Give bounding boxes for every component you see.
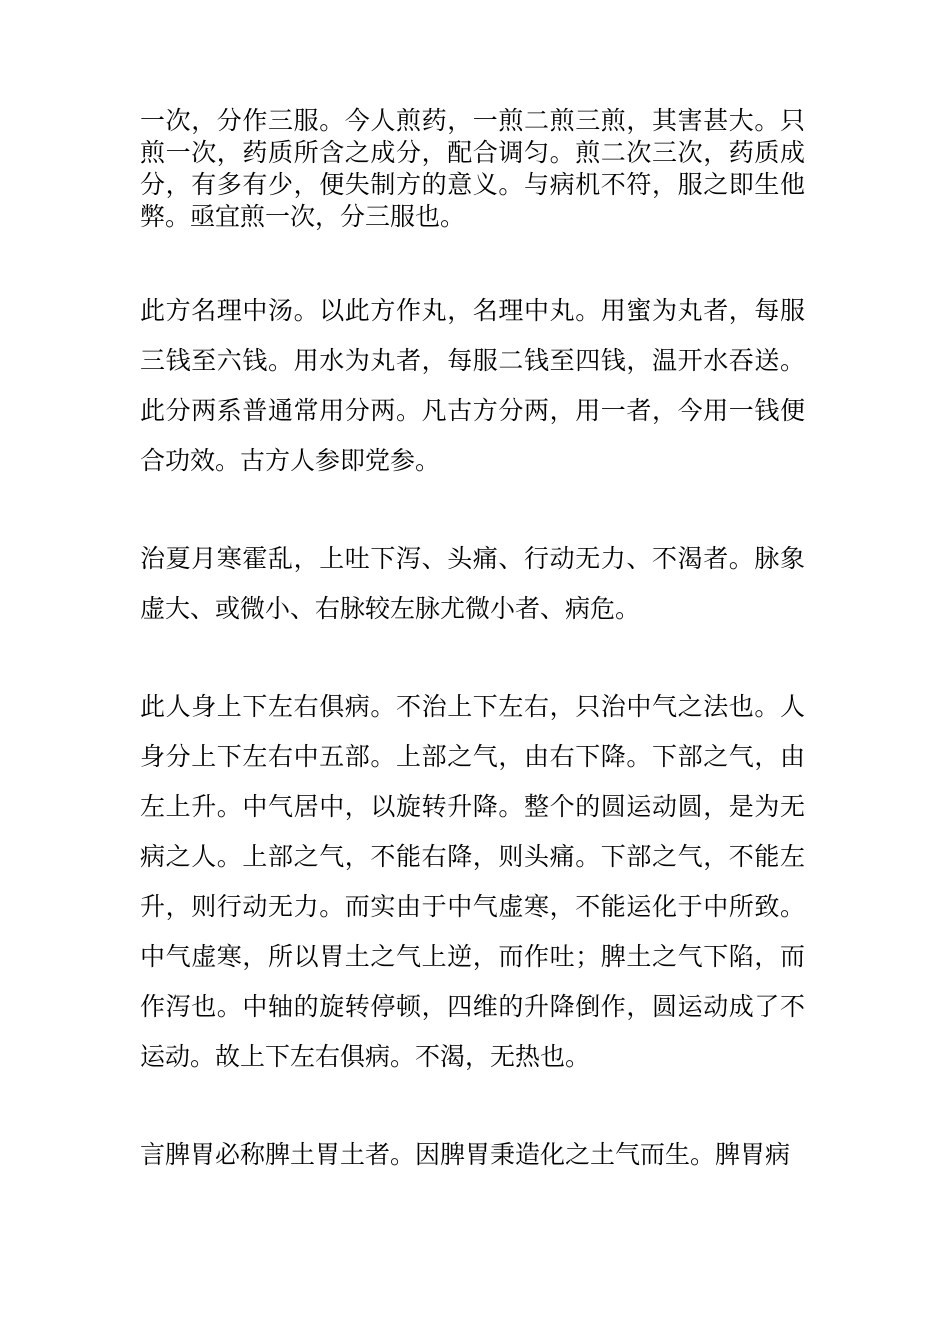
paragraph-spleen-stomach: 言脾胃必称脾土胃土者。因脾胃秉造化之土气而生。脾胃病 <box>140 1140 791 1169</box>
paragraph-explanation: 此人身上下左右俱病。不治上下左右，只治中气之法也。人身分上下左右中五部。上部之气，由右下降。下部之气，由左上升。中气居中，以旋转升降。整个的圆运动圆，是为无病之人。上部之气，不能右降，则头痛。下部之气，不能左升，则行动无力。而实由于中气虚寒，不能运化于中所致。中气虚寒，所以胃土之气上逆，而作吐；脾土之气下陷，而作泻也。中轴的旋转停顿，四维的升降倒作，圆运动成了不运动。故上下左右俱病。不渴，无热也。 <box>140 692 805 1071</box>
paragraph-indications: 治夏月寒霍乱，上吐下泻、头痛、行动无力、不渴者。脉象虚大、或微小、右脉较左脉尤微小者、病危。 <box>140 544 805 623</box>
paragraph-decoction-method: 一次，分作三服。今人煎药，一煎二煎三煎，其害甚大。只煎一次，药质所含之成分，配合调匀。煎二次三次，药质成分，有多有少，便失制方的意义。与病机不符，服之即生他弊。亟宜煎一次，分三服也。 <box>140 106 805 231</box>
paragraph-lizhong-pill: 此方名理中汤。以此方作丸，名理中丸。用蜜为丸者，每服三钱至六钱。用水为丸者，每服二钱至四钱，温开水吞送。此分两系普通常用分两。凡古方分两，用一者，今用一钱便合功效。古方人参即党参。 <box>140 296 805 475</box>
